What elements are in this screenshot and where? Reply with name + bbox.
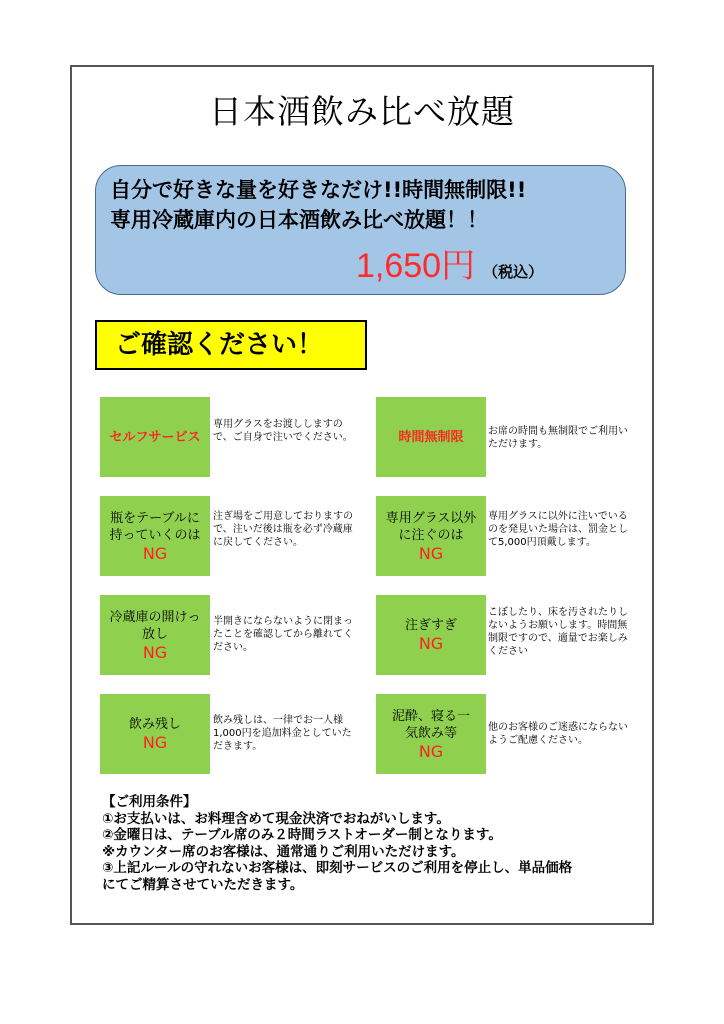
condition-line: ②金曜日は、テーブル席のみ２時間ラストオーダー制となります。 xyxy=(102,827,502,843)
rule-box-other-glass xyxy=(376,496,486,576)
hero-line-1: 自分で好きな量を好きなだけ!!時間無制限!! xyxy=(110,178,527,202)
rule-desc: 半開きにならないように閉まったことを確認してから離れてください。 xyxy=(213,616,353,653)
rule-label: セルフサービス xyxy=(109,429,201,445)
rule-label: 冷蔵庫の開けっ放し xyxy=(109,609,201,642)
rule-box-overpour xyxy=(376,595,486,675)
rule-box-self-service xyxy=(100,397,210,477)
rule-box-bottle-to-table xyxy=(100,496,210,576)
ng-label: NG xyxy=(418,741,444,761)
rule-desc: 飲み残しは、一律でお一人様1,000円を追加料金としていただきます。 xyxy=(213,715,352,752)
rule-label: 専用グラス以外に注ぐのは xyxy=(385,510,477,543)
condition-line: ※カウンター席のお客様は、通常通りご利用いただけます。 xyxy=(102,843,465,860)
ng-label: NG xyxy=(142,642,168,662)
condition-line: ①お支払いは、お料理含めて現金決済でおねがいします。 xyxy=(102,810,450,827)
conditions-block xyxy=(102,794,572,893)
rule-box-fridge-open xyxy=(100,595,210,675)
rule-desc: 他のお客様のご迷惑にならないようご配慮ください。 xyxy=(488,722,628,746)
ng-label: NG xyxy=(142,543,168,563)
rule-box-drunk xyxy=(376,694,486,774)
rule-desc: こぼしたり、床を汚されたりしないようお願いします。時間無制限ですので、適量でお楽しみください xyxy=(488,607,628,657)
rule-label: 飲み残し xyxy=(128,717,181,732)
rule-label: 瓶をテーブルに持っていくのは xyxy=(109,510,201,543)
hero-line-2: 専用冷蔵庫内の日本酒飲み比べ放題！！ xyxy=(110,208,488,232)
price-row xyxy=(356,238,543,287)
ng-label: NG xyxy=(142,733,168,752)
price: 1,650円 xyxy=(356,247,476,285)
hero-box xyxy=(95,165,626,295)
condition-line: にてご精算させていただきます。 xyxy=(102,876,304,893)
rule-desc: 専用グラスをお渡ししますので、ご自身で注いでください。 xyxy=(213,419,353,443)
ng-label: NG xyxy=(418,634,444,653)
tax-note: （税込） xyxy=(483,263,544,281)
rule-desc: 専用グラスに以外に注いでいるのを発見いた場合は、罰金として5,000円頂戴します。 xyxy=(488,511,628,548)
rule-box-unlimited-time xyxy=(376,397,486,477)
rule-label: 泥酔、寝る一気飲み等 xyxy=(391,708,470,741)
ng-label: NG xyxy=(418,543,444,563)
conditions-heading: 【ご利用条件】 xyxy=(102,794,197,810)
rule-desc: お席の時間も無制限でご利用いただけます。 xyxy=(488,426,628,450)
confirm-banner: ご確認ください！ xyxy=(95,320,367,370)
rule-label: 時間無制限 xyxy=(398,429,464,445)
rule-label: 注ぎすぎ xyxy=(404,618,457,633)
page-title: 日本酒飲み比べ放題 xyxy=(209,92,515,131)
rule-desc: 注ぎ場をご用意しておりますので、注いだ後は瓶を必ず冷蔵庫に戻してください。 xyxy=(213,511,353,548)
rule-box-leftover xyxy=(100,694,210,774)
condition-line: ③上記ルールの守れないお客様は、即刻サービスのご利用を停止し、単品価格 xyxy=(102,860,573,876)
